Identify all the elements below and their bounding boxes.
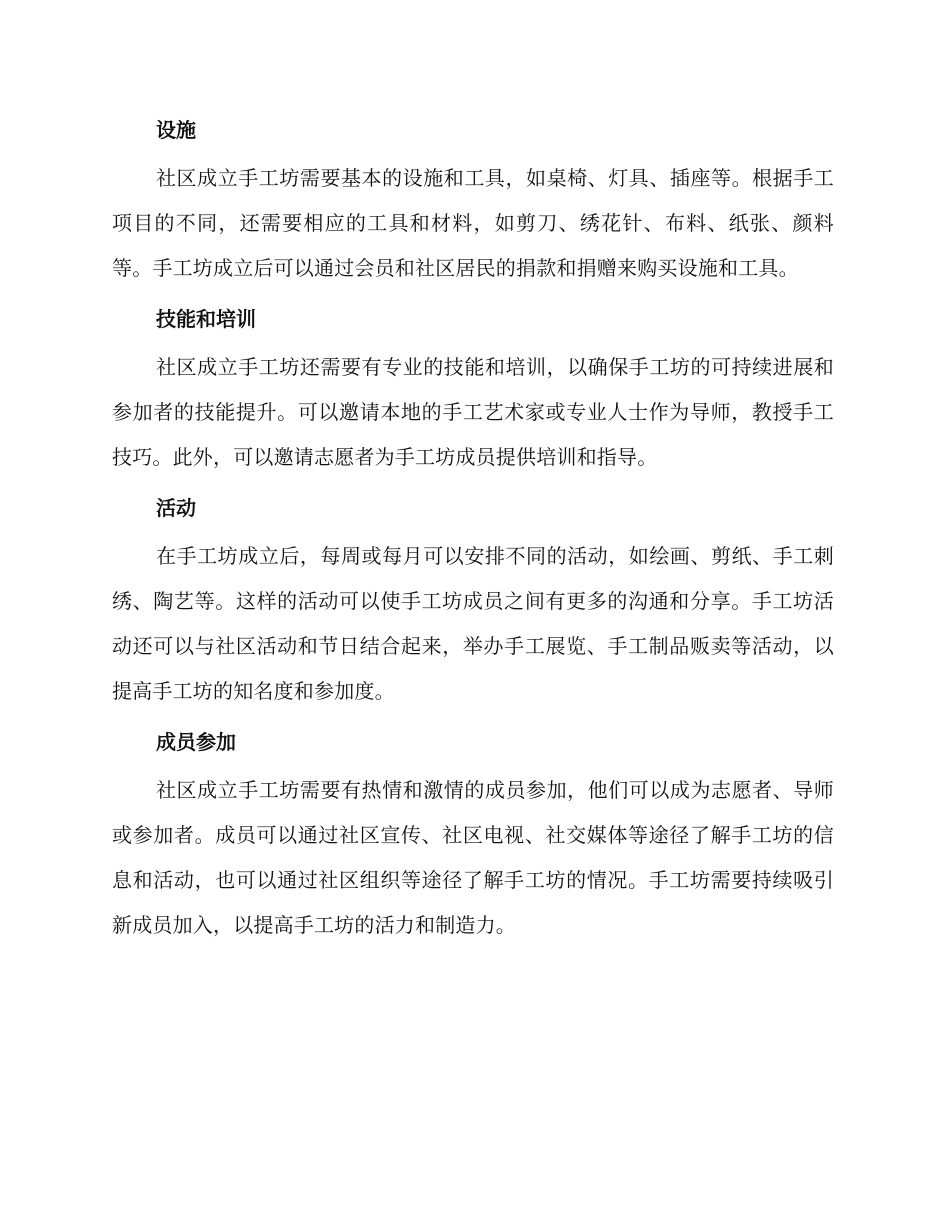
section-paragraph: 社区成立手工坊需要基本的设施和工具，如桌椅、灯具、插座等。根据手工项目的不同，还需要相应的工具和材料，如剪刀、绣花针、布料、纸张、颜料等。手工坊成立后可以通过会员和社区居民的捐款和捐赠来购买设施和工具。 [112, 166, 834, 280]
section-activities [112, 492, 834, 714]
section-paragraph: 社区成立手工坊需要有热情和激情的成员参加，他们可以成为志愿者、导师或参加者。成员可以通过社区宣传、社区电视、社交媒体等途径了解手工坊的信息和活动，也可以通过社区组织等途径了解手工坊的情况。手工坊需要持续吸引新成员加入，以提高手工坊的活力和制造力。 [112, 778, 834, 937]
section-heading: 成员参加 [156, 730, 236, 754]
section-heading: 技能和培训 [156, 307, 256, 331]
section-facilities [112, 114, 834, 291]
document-content [112, 114, 834, 960]
section-heading: 活动 [156, 496, 196, 520]
section-paragraph: 社区成立手工坊还需要有专业的技能和培训，以确保手工坊的可持续进展和参加者的技能提升。可以邀请本地的手工艺术家或专业人士作为导师，教授手工技巧。此外，可以邀请志愿者为手工坊成员提供培训和指导。 [112, 355, 834, 469]
section-paragraph: 在手工坊成立后，每周或每月可以安排不同的活动，如绘画、剪纸、手工刺绣、陶艺等。这样的活动可以使手工坊成员之间有更多的沟通和分享。手工坊活动还可以与社区活动和节日结合起来，举办手工展览、手工制品贩卖等活动，以提高手工坊的知名度和参加度。 [112, 544, 834, 703]
section-heading: 设施 [156, 118, 196, 142]
section-member-participation [112, 726, 834, 948]
section-skills-training [112, 303, 834, 480]
